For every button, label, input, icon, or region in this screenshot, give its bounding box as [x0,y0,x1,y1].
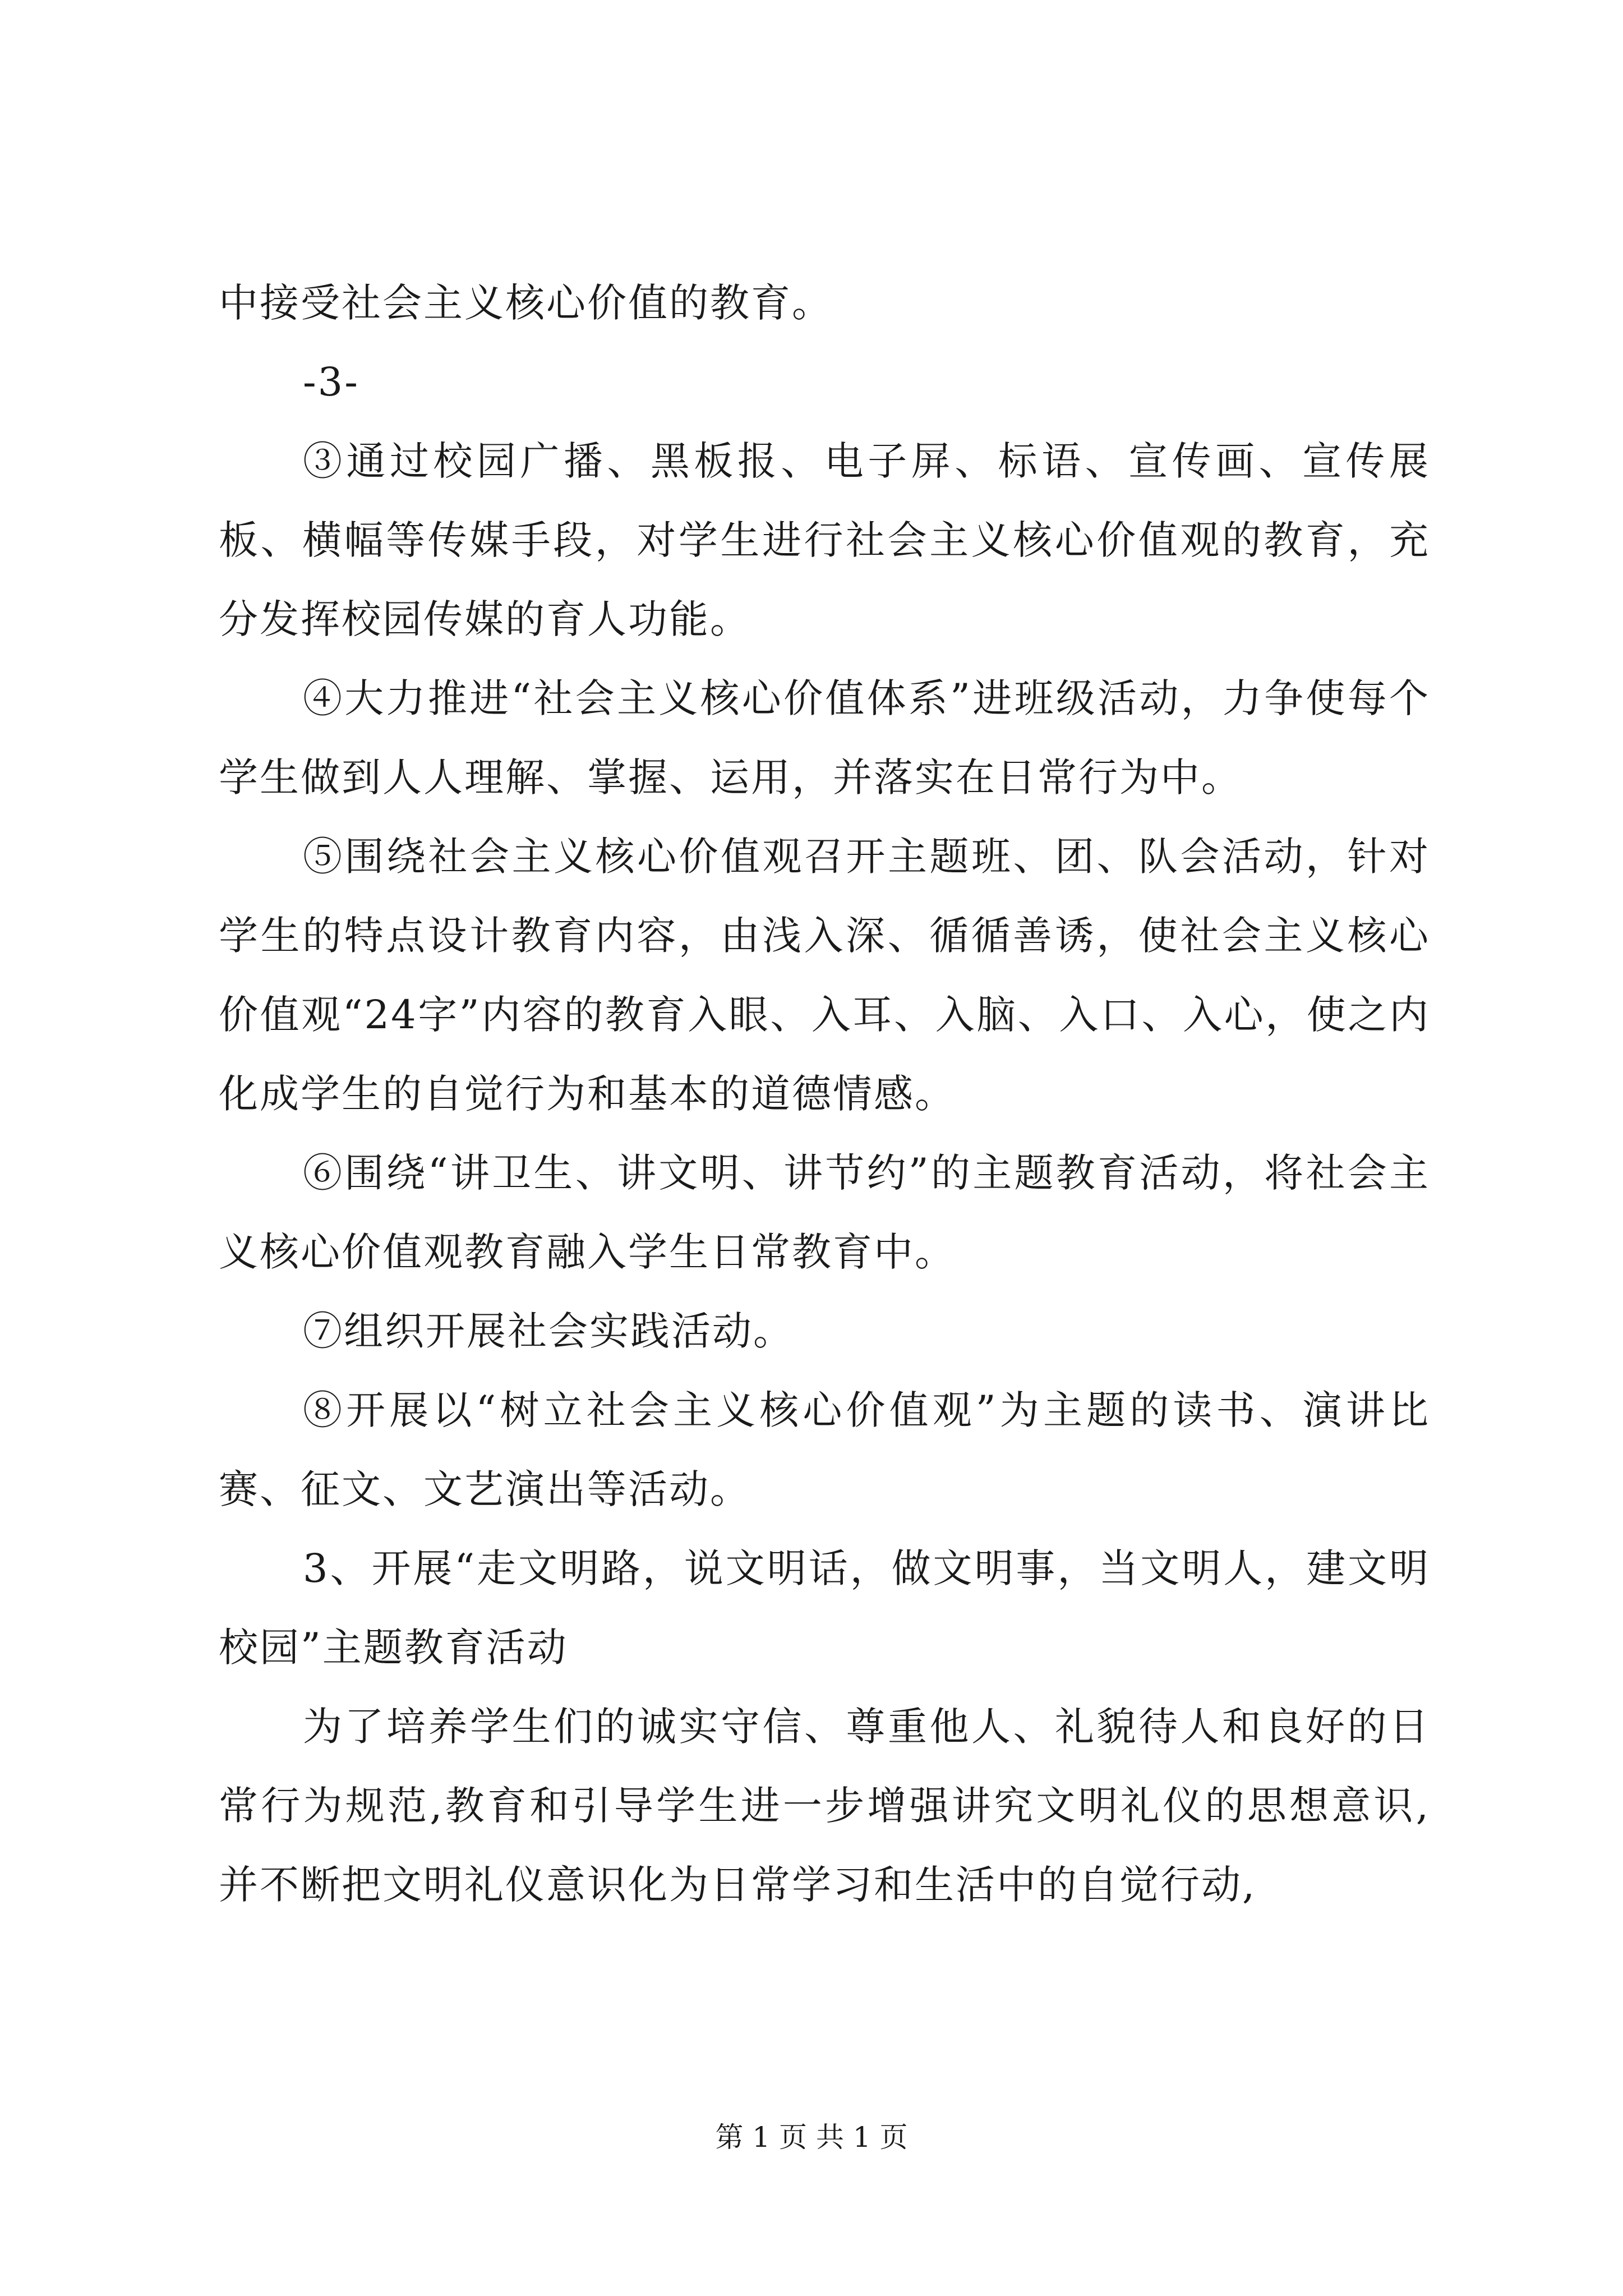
paragraph-3: ③通过校园广播、黑板报、电子屏、标语、宣传画、宣传展板、横幅等传媒手段，对学生进行社会主义核心价值观的教育，充分发挥校园传媒的育人功能。 [219,438,1430,642]
paragraph-1: 中接受社会主义核心价值的教育。 [219,280,833,326]
document-body [219,264,1430,1925]
paragraph-7: ⑦组织开展社会实践活动。 [303,1308,794,1354]
paragraph-8: ⑧开展以“树立社会主义核心价值观”为主题的读书、演讲比赛、征文、文艺演出等活动。 [219,1387,1430,1512]
paragraph-4: ④大力推进“社会主义核心价值体系”进班级活动，力争使每个学生做到人人理解、掌握、运用，并落实在日常行为中。 [219,675,1430,800]
paragraph-10: 为了培养学生们的诚实守信、尊重他人、礼貌待人和良好的日常行为规范,教育和引导学生进一步增强讲究文明礼仪的思想意识,并不断把文明礼仪意识化为日常学习和生活中的自觉行动, [219,1704,1430,1908]
paragraph-5: ⑤围绕社会主义核心价值观召开主题班、团、队会活动，针对学生的特点设计教育内容，由浅入深、循循善诱，使社会主义核心价值观“24字”内容的教育入眼、入耳、入脑、入口、入心，使之内化成学生的自觉行为和基本的道德情感。 [219,834,1430,1117]
section-heading-3: 3、开展“走文明路，说文明话，做文明事，当文明人，建文明校园”主题教育活动 [219,1545,1430,1671]
page-footer: 第 1 页 共 1 页 [715,2121,908,2154]
page-marker: -3- [303,359,359,405]
paragraph-6: ⑥围绕“讲卫生、讲文明、讲节约”的主题教育活动，将社会主义核心价值观教育融入学生日常教育中。 [219,1150,1430,1275]
